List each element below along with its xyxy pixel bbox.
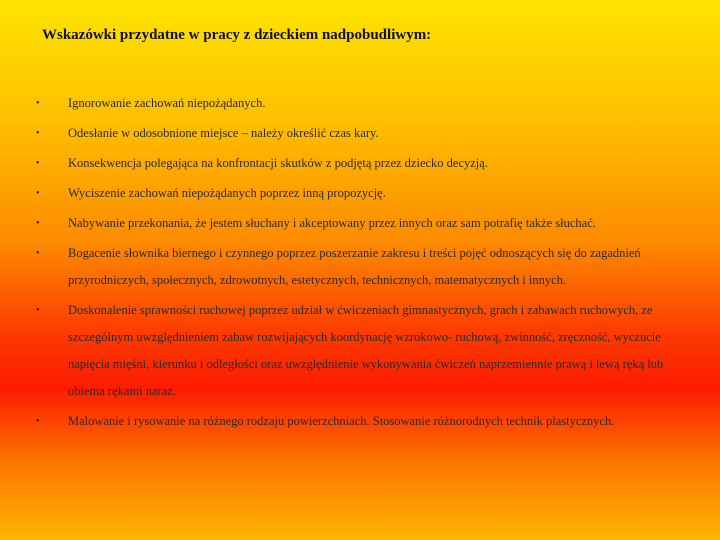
- list-item: [0, 408, 720, 435]
- list-item: [0, 210, 720, 237]
- list-item-text: Malowanie i rysowanie na różnego rodzaju powierzchniach. Stosowanie różnorodnych technik plastycznych.: [68, 414, 615, 428]
- list-item-text: Wyciszenie zachowań niepożądanych poprzez inną propozycję.: [68, 186, 386, 200]
- list-item-text: Bogacenie słownika biernego i czynnego poprzez poszerzanie zakresu i treści pojęć odnoszących się do zagadnień przyrodniczych, społecznych, zdrowotnych, estetycznych, technicznych, matematycznych i innych.: [68, 246, 641, 287]
- bullet-icon: •: [36, 98, 40, 109]
- list-item: [0, 150, 720, 177]
- list-item-text: Ignorowanie zachowań niepożądanych.: [68, 96, 266, 110]
- bullet-icon: •: [36, 188, 40, 199]
- bullet-icon: •: [36, 305, 40, 316]
- bullet-icon: •: [36, 128, 40, 139]
- bullet-icon: •: [36, 248, 40, 259]
- bullet-icon: •: [36, 218, 40, 229]
- list-item: [0, 90, 720, 117]
- list-item: [0, 180, 720, 207]
- bullet-icon: •: [36, 158, 40, 169]
- slide-title: Wskazówki przydatne w pracy z dzieckiem nadpobudliwym:: [42, 27, 432, 43]
- list-item-text: Nabywanie przekonania, że jestem słuchany i akceptowany przez innych oraz sam potrafię także słuchać.: [68, 216, 596, 230]
- list-item: [0, 120, 720, 147]
- list-item-text: Konsekwencja polegająca na konfrontacji skutków z podjętą przez dziecko decyzją.: [68, 156, 488, 170]
- list-item-text: Doskonalenie sprawności ruchowej poprzez udział w ćwiczeniach gimnastycznych, grach i zabawach ruchowych, ze szczególnym uwzględnieniem zabaw rozwijających koordynację wzrokowo- ruchową, zwinność, zręczność, wyczucie napięcia mięśni, kierunku i odległości oraz uwzględnienie wykonywania ćwiczeń naprzemiennie prawą i lewą ręką lub obiema rękami naraz.: [68, 303, 664, 398]
- list-item: [0, 297, 720, 405]
- tips-list: [0, 90, 720, 438]
- bullet-icon: •: [36, 416, 40, 427]
- list-item: [0, 240, 720, 294]
- list-item-text: Odesłanie w odosobnione miejsce – należy określić czas kary.: [68, 126, 379, 140]
